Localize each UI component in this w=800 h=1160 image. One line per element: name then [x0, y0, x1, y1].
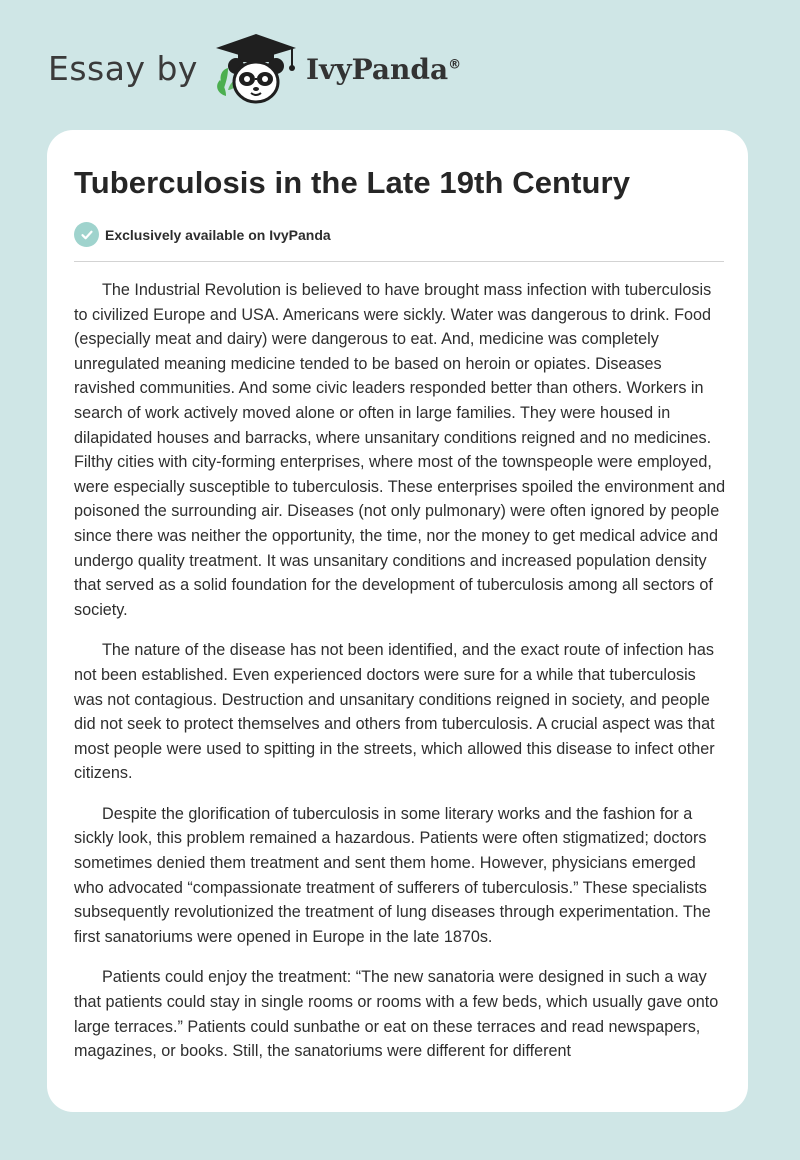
paragraph: The nature of the disease has not been identified, and the exact route of infection has not been established. Even experienced doctors were sure for a while that tuberculosis was not contagious. Destruction and unsanitary conditions reigned in society, and people did not seek to protect themselves and others from tuberculosis. A crucial aspect was that most people were used to spitting in the streets, which allowed this disease to infect other citizens. — [74, 641, 715, 783]
paragraph: The Industrial Revolution is believed to have brought mass infection with tuberculosis to civilized Europe and USA. Americans were sickly. Water was dangerous to drink. Food (especially meat and dairy) were dangerous to eat. And, medicine was completely unregulated meaning medicine tended to be based on heroin or opiates. Diseases ravished communities. And some civic leaders responded better than others. Workers in search of work actively moved alone or often in large families. They were housed in dilapidated houses and barracks, where unsanitary conditions reigned and no medicines. Filthy cities with city-forming enterprises, where most of the townspeople were employed, were especially susceptible to tuberculosis. These enterprises spoiled the environment and poisoned the surrounding air. Diseases (not only pulmonary) were often ignored by people since there was neither the opportunity, the time, nor the money to get medical advice and undergo quality treatment. It was unsanitary conditions and increased population density that served as a solid foundation for the development of tuberculosis among all sectors of society. — [74, 281, 726, 619]
paragraph: Despite the glorification of tuberculosis in some literary works and the fashion for a sickly look, this problem remained a hazardous. Patients were often stigmatized; doctors sometimes denied them treatment and sent them home. However, physicians emerged who advocated “compassionate treatment of sufferers of tuberculosis.” These specialists subsequently revolutionized the treatment of lung diseases through experimentation. The first sanatoriums were opened in Europe in the late 1870s. — [74, 804, 711, 946]
registered-mark: ® — [448, 57, 462, 73]
brand-name-text: IvyPanda — [305, 52, 449, 86]
exclusive-label: Exclusively available on IvyPanda — [105, 226, 331, 243]
essay-card — [47, 130, 748, 1112]
brand-name[interactable] — [306, 53, 461, 86]
paragraph: Patients could enjoy the treatment: “The new sanatoria were designed in such a way that patients could stay in single rooms or rooms with a few beds, which usually gave onto large terraces.” Patients could sunbathe or eat on these terraces and read newspapers, magazines, or books. Still, the sanatoriums were different for different — [74, 968, 719, 1061]
site-header — [48, 30, 461, 110]
panda-graduate-logo-icon[interactable] — [212, 30, 300, 110]
check-icon — [74, 222, 99, 247]
divider — [74, 261, 724, 262]
essay-body — [74, 278, 726, 1080]
page-title: Tuberculosis in the Late 19th Century — [74, 165, 631, 200]
essay-by-label: Essay by — [48, 48, 198, 88]
exclusive-badge — [74, 222, 331, 247]
